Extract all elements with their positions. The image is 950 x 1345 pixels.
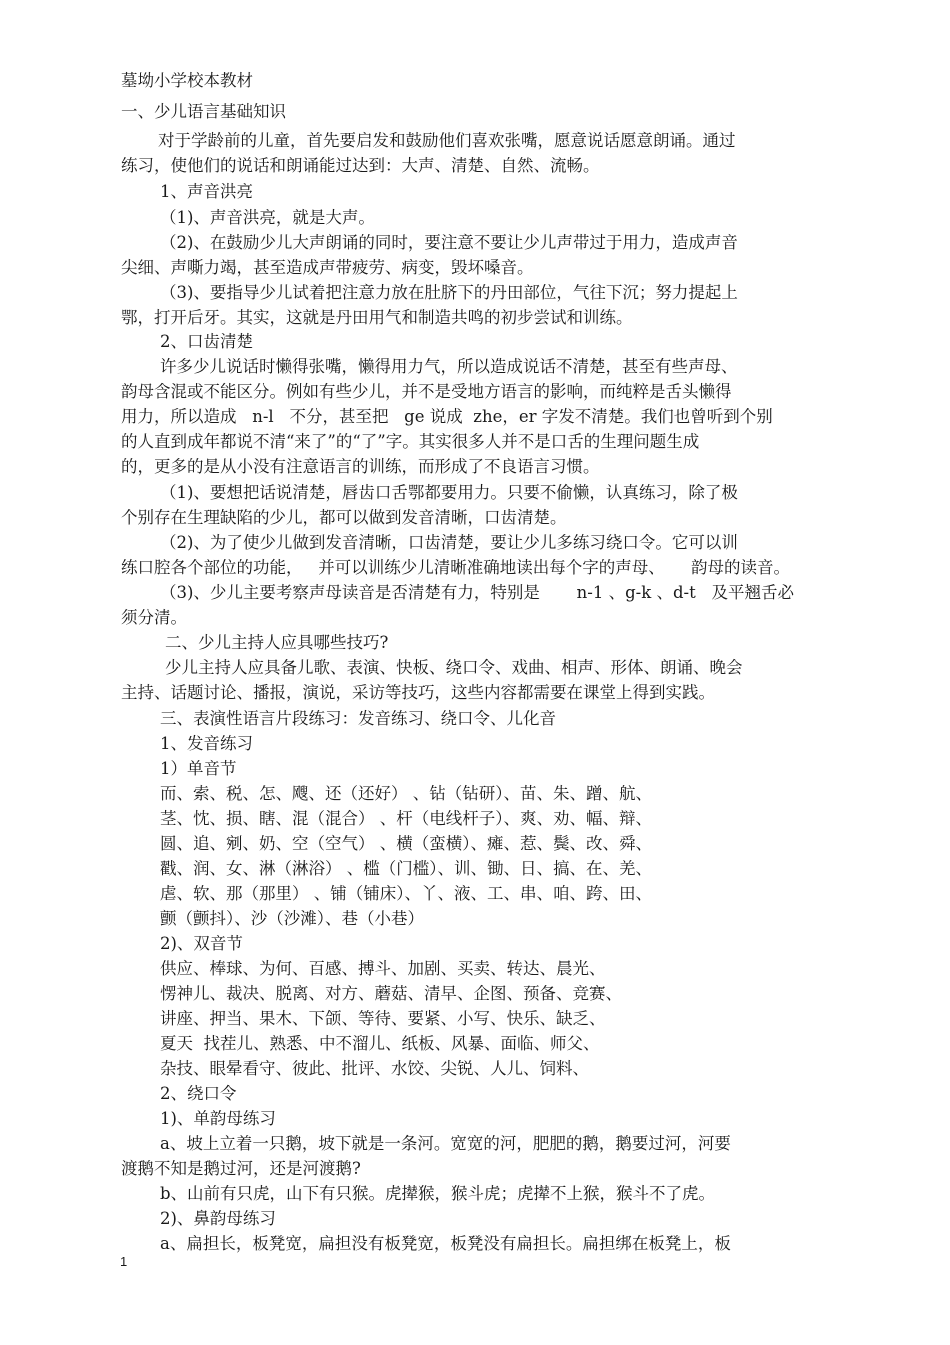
- word-list-line: 夏天 找茬儿、熟悉、中不溜儿、纸板、风暴、面临、师父、: [160, 1034, 600, 1053]
- text-line: 练口腔各个部位的功能， 并可以训练少儿清晰准确地读出每个字的声母、 韵母的读音。: [121, 558, 790, 577]
- subheading: 2)、鼻韵母练习: [160, 1209, 276, 1228]
- text-line: 用力，所以造成 n-l 不分，甚至把 ge 说成 zhe，er 字发不清楚。我们也曾听到个别: [121, 407, 773, 426]
- word-list-line: 茎、忱、损、瞎、混（混合） 、杆（电线杆子）、爽、劝、幅、辩、: [160, 809, 652, 828]
- text-line: 须分清。: [121, 608, 187, 627]
- text-line: a、扁担长，板凳宽，扁担没有板凳宽，板凳没有扁担长。扁担绑在板凳上，板: [160, 1234, 731, 1253]
- section-heading: 三、表演性语言片段练习：发音练习、绕口令、儿化音: [160, 709, 556, 728]
- word-list-line: 戳、润、女、淋（淋浴） 、槛（门槛）、训、锄、日、搞、在、羌、: [160, 859, 652, 878]
- text-line: 韵母含混或不能区分。例如有些少儿，并不是受地方语言的影响，而纯粹是舌头懒得: [121, 382, 732, 401]
- text-line: （3)、少儿主要考察声母读音是否清楚有力，特别是 n-1 、g-k 、d-t 及平翘舌必: [160, 583, 794, 602]
- word-list-line: 讲座、押当、果木、下颌、等待、要紧、小写、快乐、缺乏、: [160, 1009, 606, 1028]
- text-line: 练习，使他们的说话和朗诵能过达到：大声、清楚、自然、流畅。: [121, 156, 600, 175]
- text-line: （1)、声音洪亮，就是大声。: [160, 208, 375, 227]
- page-number: 1: [120, 1254, 128, 1269]
- text-line: （1)、要想把话说清楚，唇齿口舌鄂都要用力。只要不偷懒，认真练习，除了极: [160, 483, 738, 502]
- text-line: 的，更多的是从小没有注意语言的训练，而形成了不良语言习惯。: [121, 457, 600, 476]
- text-line: （3)、要指导少儿试着把注意力放在肚脐下的丹田部位，气往下沉；努力提起上: [160, 283, 738, 302]
- school-header: 墓坳小学校本教材: [121, 71, 253, 90]
- text-line: b、山前有只虎，山下有只猴。虎撵猴，猴斗虎；虎撵不上猴，猴斗不了虎。: [160, 1184, 716, 1203]
- word-list-line: 愣神儿、裁决、脱离、对方、蘑菇、清早、企图、预备、竞赛、: [160, 984, 622, 1003]
- text-line: 的人直到成年都说不清“来了”的“了”字。其实很多人并不是口舌的生理问题生成: [121, 432, 700, 451]
- text-line: 鄂，打开后牙。其实，这就是丹田用气和制造共鸣的初步尝试和训练。: [121, 308, 633, 327]
- subheading: 1、声音洪亮: [160, 182, 253, 201]
- word-list-line: 虐、软、那（那里） 、铺（铺床）、丫、液、工、串、咱、跨、田、: [160, 884, 652, 903]
- text-line: 许多少儿说话时懒得张嘴，懒得用力气，所以造成说话不清楚，甚至有些声母、: [160, 357, 738, 376]
- text-line: （2)、为了使少儿做到发音清晰，口齿清楚，要让少儿多练习绕口令。它可以训: [160, 533, 738, 552]
- subheading: 1、发音练习: [160, 734, 253, 753]
- text-line: 尖细、声嘶力竭，甚至造成声带疲劳、病变，毁坏嗓音。: [121, 258, 534, 277]
- word-list-line: 圆、追、剜、奶、空（空气） 、横（蛮横）、瘫、惹、鬓、改、舜、: [160, 834, 652, 853]
- subheading: 2、绕口令: [160, 1084, 237, 1103]
- subheading: 1）单音节: [160, 759, 237, 778]
- text-line: a、坡上立着一只鹅，坡下就是一条河。宽宽的河，肥肥的鹅，鹅要过河，河要: [160, 1134, 731, 1153]
- word-list-line: 而、索、税、怎、飕、还（还好） 、钻（钻研）、苗、朱、蹭、航、: [160, 784, 652, 803]
- text-line: 主持、话题讨论、播报，演说，采访等技巧，这些内容都需要在课堂上得到实践。: [121, 683, 715, 702]
- text-line: 对于学龄前的儿童，首先要启发和鼓励他们喜欢张嘴，愿意说话愿意朗诵。通过: [158, 131, 736, 150]
- section-heading: 二、少儿主持人应具哪些技巧?: [165, 633, 389, 652]
- word-list-line: 供应、棒球、为何、百感、搏斗、加剧、买卖、转达、晨光、: [160, 959, 606, 978]
- text-line: 渡鹅不知是鹅过河，还是河渡鹅?: [121, 1159, 361, 1178]
- word-list-line: 颤（颤抖）、沙（沙滩）、巷（小巷）: [160, 909, 424, 928]
- subheading: 2)、双音节: [160, 934, 243, 953]
- text-line: 个别存在生理缺陷的少儿，都可以做到发音清晰，口齿清楚。: [121, 508, 567, 527]
- subheading: 1)、单韵母练习: [160, 1109, 276, 1128]
- text-line: （2)、在鼓励少儿大声朗诵的同时，要注意不要让少儿声带过于用力，造成声音: [160, 233, 738, 252]
- section-heading: 一、少儿语言基础知识: [121, 102, 286, 121]
- subheading: 2、口齿清楚: [160, 332, 253, 351]
- word-list-line: 杂技、眼晕看守、彼此、批评、水饺、尖锐、人儿、饲料、: [160, 1059, 589, 1078]
- text-line: 少儿主持人应具备儿歌、表演、快板、绕口令、戏曲、相声、形体、朗诵、晚会: [165, 658, 743, 677]
